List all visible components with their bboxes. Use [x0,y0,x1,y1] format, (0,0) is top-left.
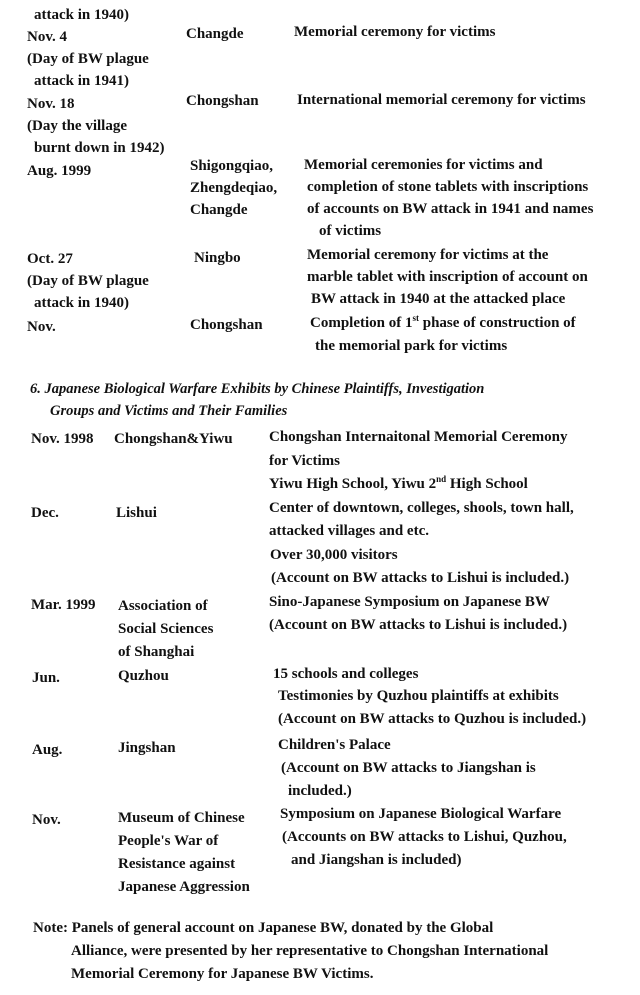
place-cell: Association of [118,598,208,614]
place-cell: Museum of Chinese [118,810,245,826]
date-cell: Nov. 18 [27,96,75,112]
place-cell: Social Sciences [118,621,214,637]
date-cell: attack in 1941) [34,73,129,89]
place-cell: Shigongqiao, [190,158,273,174]
date-cell: Nov. 4 [27,29,68,45]
event-cell: Yiwu High School, Yiwu 2nd High School [269,474,528,492]
event-cell: of accounts on BW attack in 1941 and names [307,201,594,217]
event-cell: Over 30,000 visitors [270,547,398,563]
event-cell: Chongshan Internaitonal Memorial Ceremony [269,429,568,445]
event-cell: (Account on BW attacks to Quzhou is included.) [278,711,587,727]
date-cell: (Day of BW plague [27,273,149,289]
event-cell: Memorial ceremony for victims at the [307,247,549,263]
place-cell: Zhengdeqiao, [190,180,278,196]
place-cell: Chongshan [186,93,259,109]
event-cell: (Account on BW attacks to Lishui is included.) [271,570,570,586]
event-cell: included.) [288,783,352,799]
event-cell: marble tablet with inscription of account on [307,269,588,285]
event-cell: and Jiangshan is included) [291,852,462,868]
section-heading: Groups and Victims and Their Families [50,403,288,419]
date-cell: Nov. 1998 [31,431,94,447]
event-cell: Sino-Japanese Symposium on Japanese BW [269,594,550,610]
place-cell: Resistance against [118,856,236,872]
event-cell: Memorial ceremony for victims [294,24,496,40]
event-cell: attacked villages and etc. [269,523,429,539]
note-text: Memorial Ceremony for Japanese BW Victims. [71,966,374,982]
event-cell: 15 schools and colleges [273,666,419,682]
event-cell: for Victims [269,453,340,469]
event-cell: BW attack in 1940 at the attacked place [311,291,566,307]
date-cell: (Day of BW plague [27,51,149,67]
place-cell: Chongshan&Yiwu [114,431,233,447]
date-cell: Aug. [32,742,63,758]
event-cell: International memorial ceremony for victims [297,92,586,108]
event-cell: (Account on BW attacks to Jiangshan is [281,760,536,776]
date-cell: Dec. [31,505,59,521]
place-cell: People's War of [118,833,219,849]
place-cell: of Shanghai [118,644,195,660]
note-text: Alliance, were presented by her representative to Chongshan International [71,943,549,959]
place-cell: Jingshan [118,740,176,756]
note-text: Note: Panels of general account on Japanese BW, donated by the Global [33,920,494,936]
date-cell: Jun. [32,670,60,686]
place-cell: Japanese Aggression [118,879,250,895]
date-cell: attack in 1940) [34,295,129,311]
event-cell: the memorial park for victims [315,338,508,354]
date-cell: burnt down in 1942) [34,140,165,156]
date-cell: Mar. 1999 [31,597,96,613]
event-cell: Symposium on Japanese Biological Warfare [280,806,562,822]
event-cell: (Accounts on BW attacks to Lishui, Quzhou, [282,829,567,845]
place-cell: Lishui [116,505,157,521]
event-cell: Memorial ceremonies for victims and [304,157,543,173]
date-cell: Oct. 27 [27,251,73,267]
event-cell: Children's Palace [278,737,391,753]
event-cell: of victims [319,223,382,239]
date-cell: Nov. [27,319,56,335]
place-cell: Quzhou [118,668,169,684]
event-cell: completion of stone tablets with inscriptions [307,179,589,195]
event-cell: Testimonies by Quzhou plaintiffs at exhibits [278,688,559,704]
event-cell: Center of downtown, colleges, shools, town hall, [269,500,574,516]
place-cell: Ningbo [194,250,241,266]
date-cell: (Day the village [27,118,127,134]
section-heading: 6. Japanese Biological Warfare Exhibits by Chinese Plaintiffs, Investigation [30,381,485,397]
place-cell: Changde [186,26,244,42]
date-cell: Aug. 1999 [27,163,92,179]
event-cell: (Account on BW attacks to Lishui is included.) [269,617,568,633]
event-cell: Completion of 1st phase of construction of [310,313,576,331]
place-cell: Changde [190,202,248,218]
place-cell: Chongshan [190,317,263,333]
date-cell: attack in 1940) [34,7,129,23]
date-cell: Nov. [32,812,61,828]
